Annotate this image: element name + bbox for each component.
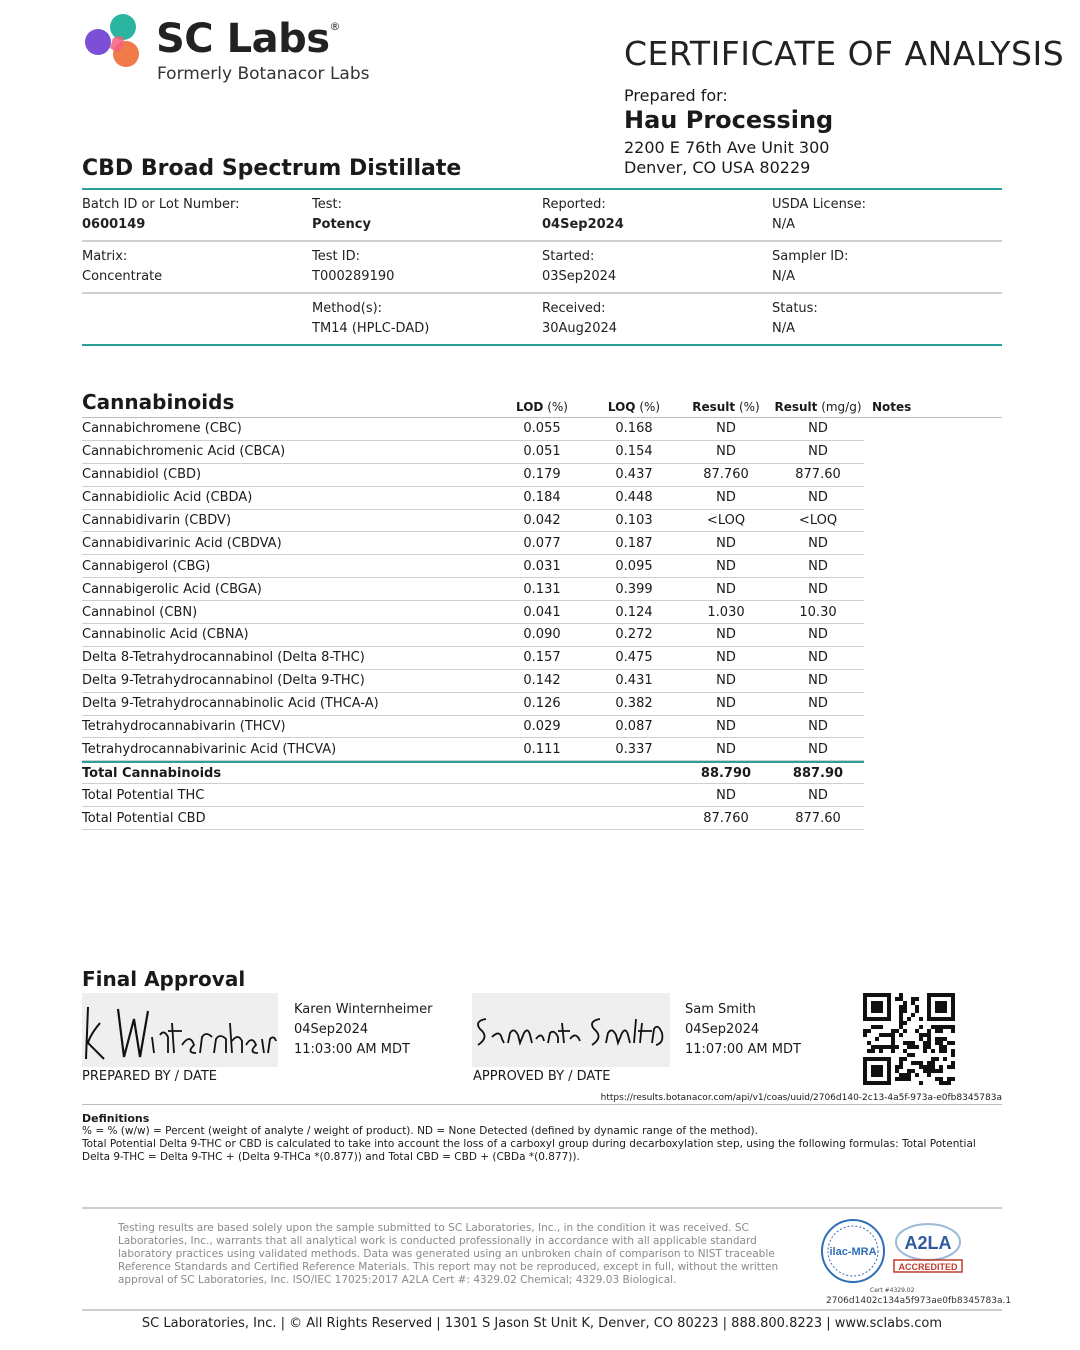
- cannabinoids-title: Cannabinoids: [82, 390, 235, 414]
- result-mg-value: <LOQ: [798, 513, 838, 528]
- loq-value: 0.103: [615, 513, 653, 528]
- analyte-name: Delta 9-Tetrahydrocannabinolic Acid (THCA-A): [82, 696, 379, 712]
- lod-value: 0.077: [523, 535, 561, 551]
- approved-signature: [472, 993, 670, 1067]
- disclaimer-top-divider: [82, 1207, 1002, 1209]
- logo-subtitle: Formerly Botanacor Labs: [157, 64, 370, 84]
- analyte-name: Tetrahydrocannabivarin (THCV): [82, 719, 286, 735]
- analyte-name: Cannabichromene (CBC): [82, 421, 242, 437]
- table-row: [82, 647, 864, 670]
- loq-value: 0.382: [615, 696, 653, 712]
- ilac-mra-badge: [820, 1218, 886, 1284]
- analyte-name: Delta 8-Tetrahydrocannabinol (Delta 8-THC): [82, 650, 365, 666]
- table-row: [82, 487, 864, 510]
- loq-value: 0.448: [615, 490, 653, 506]
- result-pct-value: ND: [716, 581, 736, 597]
- total-row: [82, 807, 864, 830]
- status-label: Status:: [772, 301, 818, 316]
- received-label: Received:: [542, 301, 606, 316]
- lod-value: 0.184: [523, 490, 561, 506]
- analyte-name: Delta 9-Tetrahydrocannabinol (Delta 9-THC): [82, 673, 365, 689]
- analyte-name: Cannabidiolic Acid (CBDA): [82, 490, 253, 506]
- table-row: [82, 738, 864, 761]
- received-value: 30Aug2024: [542, 321, 618, 336]
- result-mg-value: ND: [808, 627, 828, 643]
- total-name: Total Potential THC: [82, 787, 205, 803]
- col-result-pct-header: Result (%): [692, 400, 760, 414]
- col-loq-header: LOQ (%): [607, 400, 661, 414]
- reported-label: Reported:: [542, 197, 606, 212]
- result-pct-value: ND: [716, 650, 736, 666]
- result-pct-value: ND: [716, 535, 736, 551]
- table-row: [82, 670, 864, 693]
- analyte-name: Cannabinolic Acid (CBNA): [82, 627, 249, 643]
- result-pct-value: ND: [716, 490, 736, 506]
- table-row: [82, 418, 864, 441]
- loq-value: 0.087: [615, 719, 653, 735]
- a2la-accredited-badge: [892, 1222, 964, 1274]
- result-mg-value: 10.30: [799, 604, 837, 620]
- result-pct-value: 1.030: [707, 604, 745, 620]
- client-name: Hau Processing: [624, 106, 834, 134]
- definitions-line-2: Total Potential Delta 9-THC or CBD is calculated to take into account the loss of a carboxyl group during decarboxylation step, using the following formulas: Total Potential Delta 9-THC = Delta 9-THC + (Delta 9-THCa *(0.877)) and Total CBD = CBD + (CBDa *(0.877)).: [82, 1138, 976, 1163]
- started-value: 03Sep2024: [542, 269, 617, 284]
- result-mg-value: ND: [808, 490, 828, 506]
- table-row: [82, 532, 864, 555]
- loq-value: 0.124: [615, 604, 653, 620]
- report-uuid: 2706d1402c134a5f973ae0fb8345783a.1: [826, 1296, 1012, 1306]
- prepared-time: 11:03:00 AM MDT: [294, 1042, 410, 1057]
- lod-value: 0.090: [523, 627, 561, 643]
- approved-date: 04Sep2024: [685, 1022, 760, 1037]
- analyte-name: Cannabichromenic Acid (CBCA): [82, 444, 286, 460]
- analyte-name: Cannabidivarinic Acid (CBDVA): [82, 535, 282, 551]
- test-label: Test:: [312, 197, 342, 212]
- certificate-title: CERTIFICATE OF ANALYSIS: [624, 34, 1065, 73]
- logo-wordmark: SC Labs®: [156, 16, 341, 62]
- definitions-line-1: % = % (w/w) = Percent (weight of analyte / weight of product). ND = None Detected (defined by dynamic range of the method).: [82, 1125, 758, 1137]
- prepared-signature: [82, 993, 278, 1067]
- approved-time: 11:07:00 AM MDT: [685, 1042, 801, 1057]
- footer-text: SC Laboratories, Inc. | © All Rights Reserved | 1301 S Jason St Unit K, Denver, CO 80223 | 888.800.8223 | www.sclabs.com: [141, 1316, 943, 1331]
- result-pct-value: ND: [716, 741, 736, 757]
- batch-value: 0600149: [82, 217, 146, 232]
- total-row: [82, 784, 864, 807]
- result-pct-value: 87.760: [703, 467, 749, 483]
- approved-info: [685, 1000, 801, 1060]
- result-pct-value: ND: [716, 696, 736, 712]
- final-approval-title: Final Approval: [82, 967, 246, 991]
- result-pct-value: ND: [716, 558, 736, 574]
- test-id-label: Test ID:: [312, 249, 360, 264]
- total-row: [82, 761, 864, 784]
- approved-name: Sam Smith: [685, 1002, 756, 1017]
- methods-value: TM14 (HPLC-DAD): [312, 321, 430, 336]
- table-row: [82, 624, 864, 647]
- result-pct-value: <LOQ: [706, 513, 746, 528]
- approval-divider: [82, 1104, 1002, 1105]
- approved-caption: APPROVED BY / DATE: [473, 1069, 611, 1084]
- result-mg-value: ND: [808, 650, 828, 666]
- lod-value: 0.042: [523, 513, 561, 528]
- result-mg-value: ND: [808, 444, 828, 460]
- result-mg-value: ND: [808, 741, 828, 757]
- loq-value: 0.272: [615, 627, 653, 643]
- loq-value: 0.095: [615, 558, 653, 574]
- usda-value: N/A: [772, 217, 795, 232]
- started-label: Started:: [542, 249, 595, 264]
- loq-value: 0.187: [615, 535, 653, 551]
- table-row: [82, 555, 864, 578]
- lod-value: 0.131: [523, 581, 561, 597]
- ilac-text: ilac-MRA: [829, 1246, 877, 1258]
- client-address-line2: Denver, CO USA 80229: [624, 158, 811, 177]
- loq-value: 0.337: [615, 741, 653, 757]
- lod-value: 0.179: [523, 467, 561, 483]
- sampler-value: N/A: [772, 269, 795, 284]
- product-name: CBD Broad Spectrum Distillate: [82, 156, 462, 181]
- loq-value: 0.168: [615, 421, 653, 437]
- verification-url[interactable]: https://results.botanacor.com/api/v1/coas/uuid/2706d140-2c13-4a5f-973a-e0fb8345783a: [600, 1093, 1002, 1103]
- result-pct-value: ND: [716, 627, 736, 643]
- client-address-line1: 2200 E 76th Ave Unit 300: [624, 138, 830, 157]
- disclaimer-text: Testing results are based solely upon the sample submitted to SC Laboratories, Inc., in the condition it was received. SC Laboratories, Inc., warrants that all analytical work is conducted professionally in accordance with all applicable standard laboratory practices using validated methods. Data was generated using an unbroken chain of comparison to NIST traceable Reference Standards and Certified Reference Materials. This report may not be reproduced, except in full, without the written approval of SC Laboratories, Inc. ISO/IEC 17025:2017 A2LA Cert #: 4329.02 Chemical; 4329.03 Biological.: [118, 1222, 779, 1286]
- table-row: [82, 464, 864, 487]
- result-mg-value: ND: [808, 558, 828, 574]
- total-mg-value: 877.60: [795, 810, 841, 826]
- result-mg-value: ND: [808, 673, 828, 689]
- loq-value: 0.154: [615, 444, 653, 460]
- col-notes-header: Notes: [872, 400, 912, 414]
- result-mg-value: ND: [808, 719, 828, 735]
- analyte-name: Cannabidivarin (CBDV): [82, 513, 232, 528]
- table-row: [82, 601, 864, 624]
- total-mg-value: 887.90: [792, 765, 844, 781]
- sc-labs-logo-icon: [82, 12, 144, 74]
- definitions-text: [82, 1125, 1002, 1164]
- col-result-mg-header: Result (mg/g): [774, 400, 862, 414]
- result-mg-value: ND: [808, 535, 828, 551]
- batch-label: Batch ID or Lot Number:: [82, 197, 240, 212]
- result-pct-value: ND: [716, 673, 736, 689]
- analyte-name: Cannabinol (CBN): [82, 604, 198, 620]
- total-pct-value: 88.790: [700, 765, 752, 781]
- prepared-for-label: Prepared for:: [624, 86, 728, 105]
- prepared-name: Karen Winternheimer: [294, 1002, 433, 1017]
- analyte-name: Cannabidiol (CBD): [82, 467, 202, 483]
- lod-value: 0.029: [523, 719, 561, 735]
- table-row: [82, 441, 864, 464]
- analyte-name: Cannabigerolic Acid (CBGA): [82, 581, 262, 597]
- usda-label: USDA License:: [772, 197, 866, 212]
- meta-divider-2: [82, 292, 1002, 294]
- lod-value: 0.041: [523, 604, 561, 620]
- sampler-label: Sampler ID:: [772, 249, 849, 264]
- cert-number-small: Cert #4329.02: [870, 1287, 915, 1294]
- col-lod-header: LOD (%): [516, 400, 568, 414]
- result-mg-value: ND: [808, 421, 828, 437]
- result-mg-value: 877.60: [795, 467, 841, 483]
- table-row: [82, 578, 864, 601]
- prepared-info: [294, 1000, 432, 1060]
- meta-divider-1: [82, 240, 1002, 242]
- table-row: [82, 510, 864, 533]
- test-id-value: T000289190: [312, 269, 395, 284]
- lod-value: 0.051: [523, 444, 561, 460]
- test-value: Potency: [312, 217, 371, 232]
- methods-label: Method(s):: [312, 301, 383, 316]
- analyte-name: Cannabigerol (CBG): [82, 558, 211, 574]
- prepared-date: 04Sep2024: [294, 1022, 369, 1037]
- loq-value: 0.399: [615, 581, 653, 597]
- header-divider: [82, 188, 1002, 190]
- result-mg-value: ND: [808, 581, 828, 597]
- lod-value: 0.157: [523, 650, 561, 666]
- footer-divider: [82, 1309, 1002, 1311]
- result-pct-value: ND: [716, 719, 736, 735]
- definitions-title: Definitions: [82, 1112, 150, 1125]
- matrix-value: Concentrate: [82, 269, 163, 284]
- a2la-text: A2LA: [904, 1233, 952, 1253]
- cannabinoids-table: [82, 418, 864, 830]
- lod-value: 0.031: [523, 558, 561, 574]
- table-row: [82, 693, 864, 716]
- qr-code-icon[interactable]: [863, 993, 955, 1085]
- loq-value: 0.431: [615, 673, 653, 689]
- total-name: Total Potential CBD: [82, 810, 206, 826]
- loq-value: 0.437: [615, 467, 653, 483]
- loq-value: 0.475: [615, 650, 653, 666]
- total-pct-value: ND: [716, 787, 736, 803]
- result-pct-value: ND: [716, 421, 736, 437]
- total-name: Total Cannabinoids: [82, 765, 222, 781]
- result-pct-value: ND: [716, 444, 736, 460]
- lod-value: 0.111: [523, 741, 561, 757]
- matrix-label: Matrix:: [82, 249, 128, 264]
- prepared-caption: PREPARED BY / DATE: [82, 1069, 217, 1084]
- table-row: [82, 716, 864, 739]
- accredited-text: ACCREDITED: [898, 1262, 958, 1272]
- lod-value: 0.055: [523, 421, 561, 437]
- result-mg-value: ND: [808, 696, 828, 712]
- reported-value: 04Sep2024: [542, 217, 624, 232]
- lod-value: 0.142: [523, 673, 561, 689]
- meta-bottom-divider: [82, 344, 1002, 346]
- total-pct-value: 87.760: [703, 810, 749, 826]
- status-value: N/A: [772, 321, 795, 336]
- total-mg-value: ND: [808, 787, 828, 803]
- analyte-name: Tetrahydrocannabivarinic Acid (THCVA): [82, 741, 337, 757]
- lod-value: 0.126: [523, 696, 561, 712]
